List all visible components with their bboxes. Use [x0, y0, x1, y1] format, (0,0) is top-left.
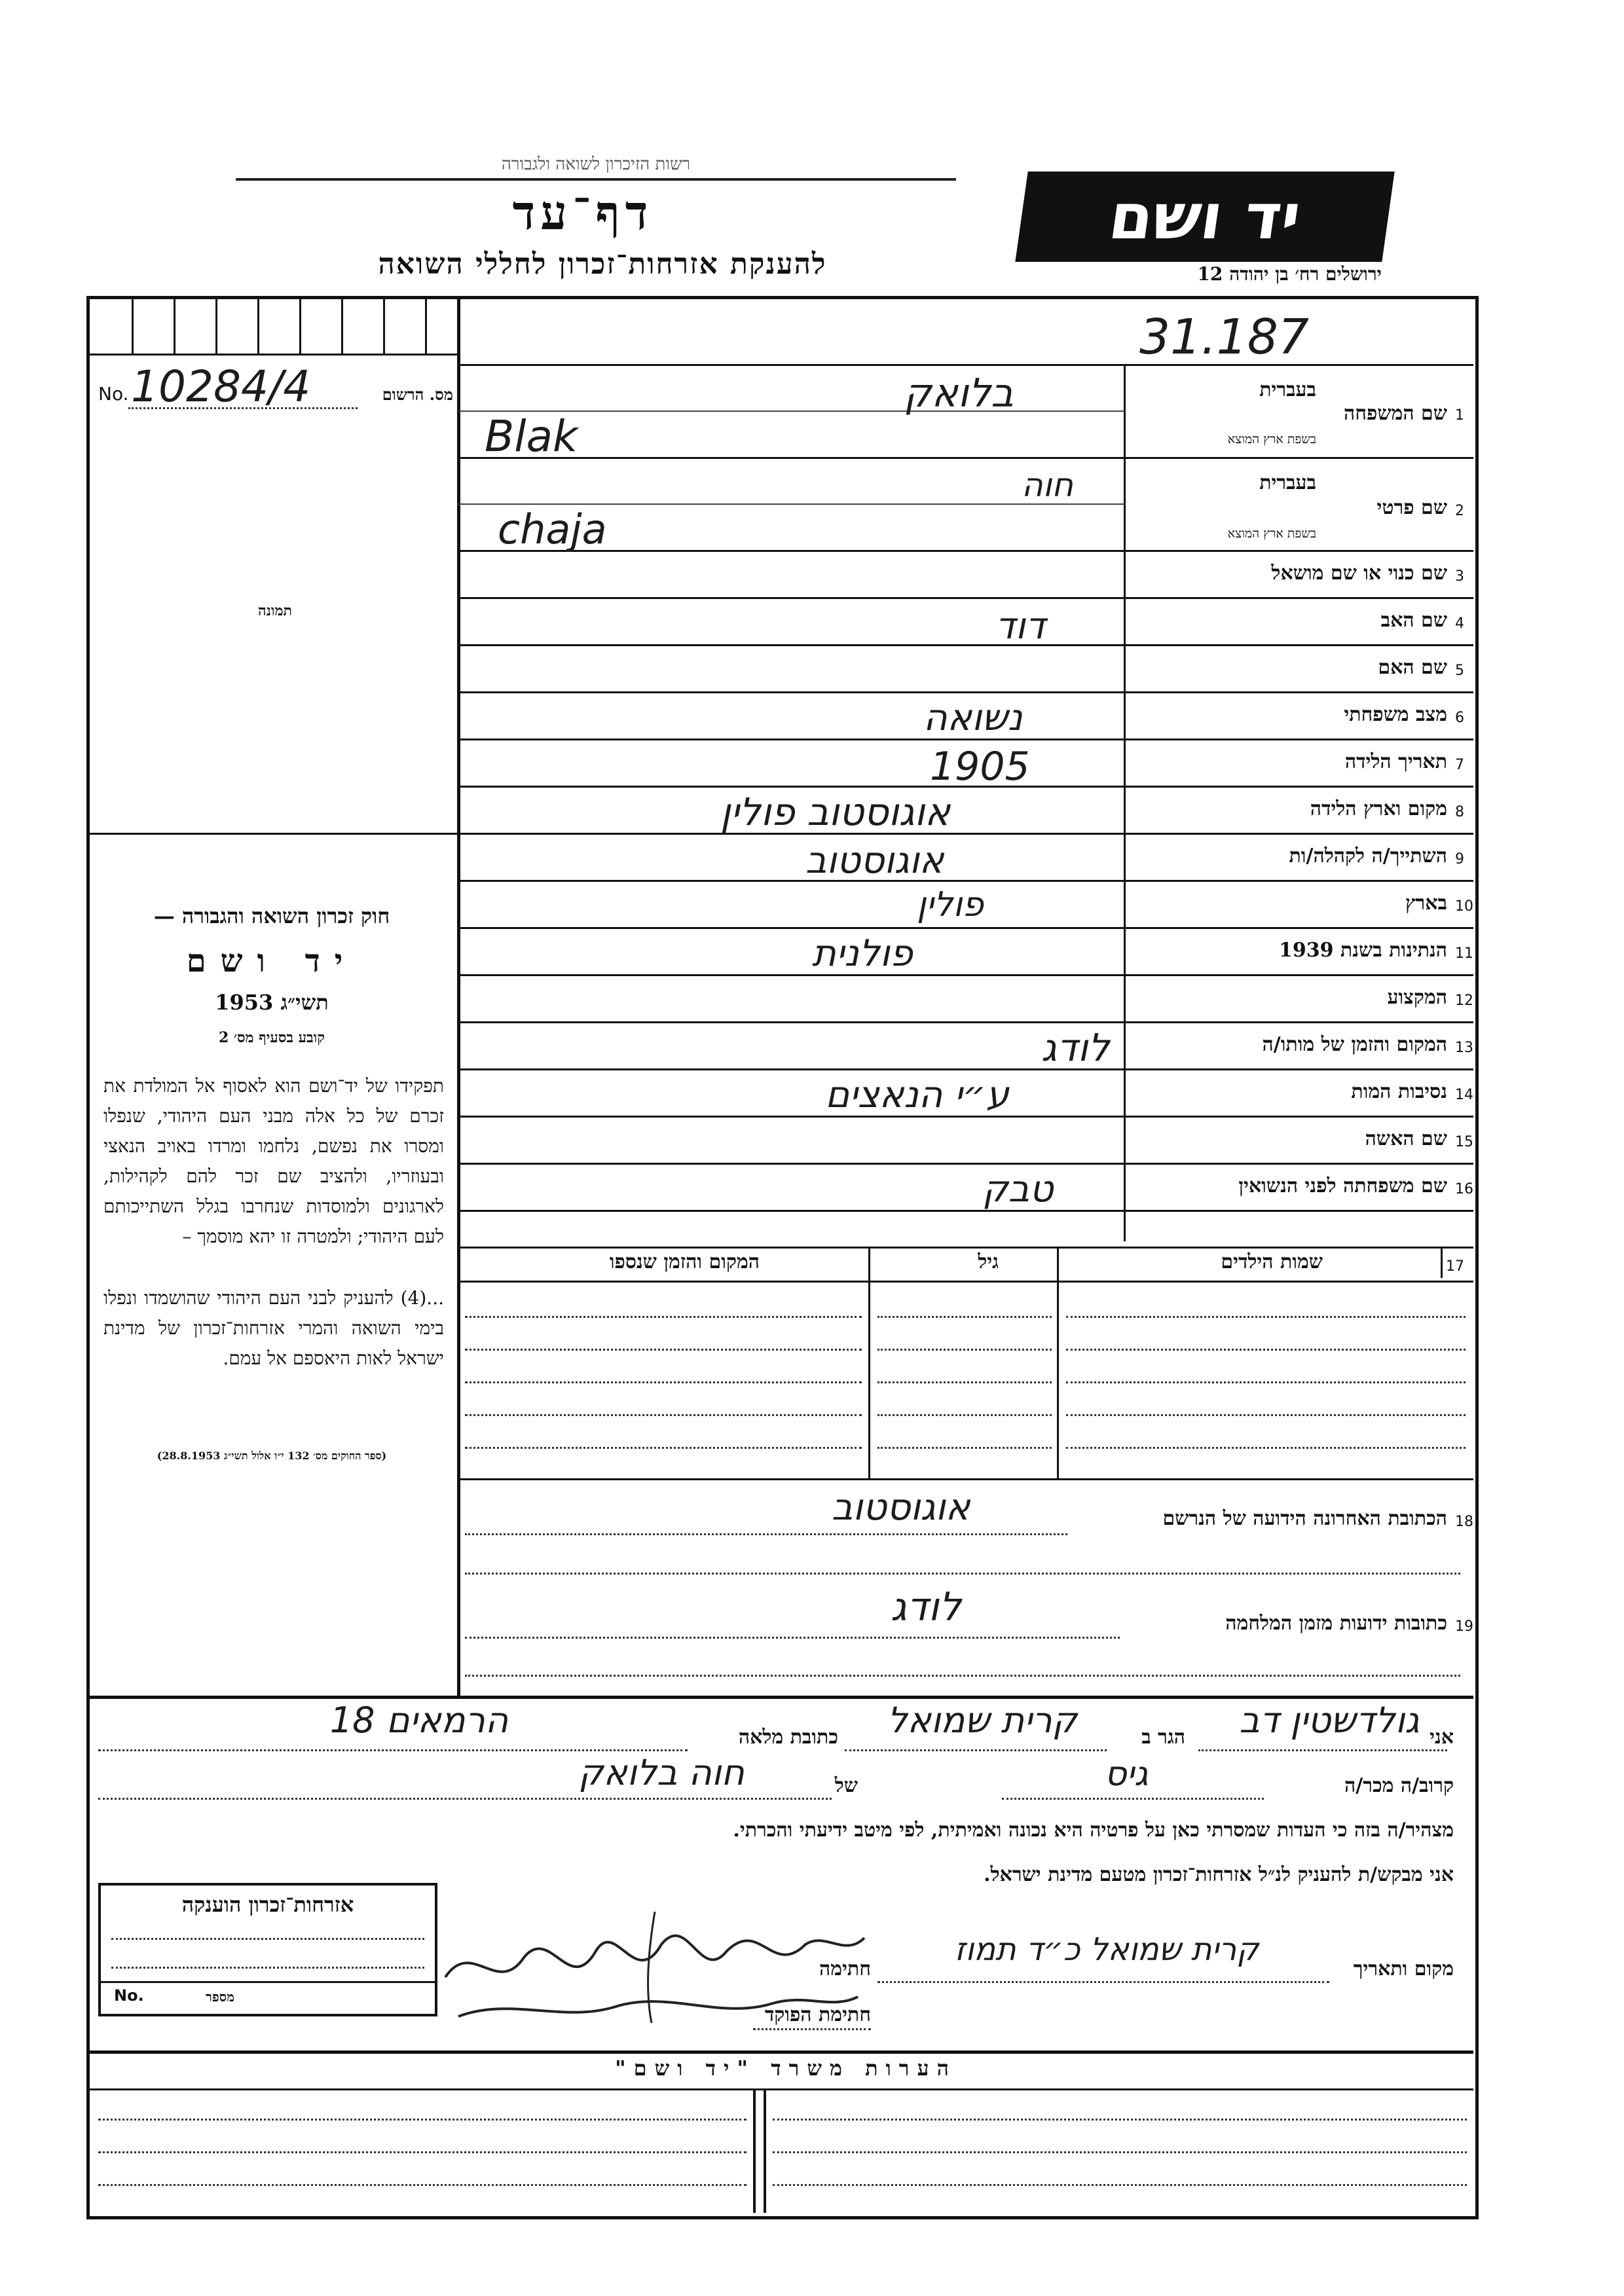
field-9-number: 9	[1455, 851, 1464, 867]
field-1-sub-hebrew: בעברית	[1259, 378, 1316, 401]
field-18-label: הכתובת האחרונה הידועה של הנרשם	[1162, 1507, 1447, 1530]
field-3-label: שם כנוי או שם מושאל	[1271, 562, 1447, 585]
officer-signature-label: חתימת הפוקד	[764, 2003, 871, 2026]
field-6-value: נשואה	[923, 697, 1023, 739]
decl-city: קרית שמואל	[887, 1700, 1077, 1741]
field-14-value: ע״י הנאצים	[825, 1074, 1009, 1116]
field-15-label: שם האשה	[1365, 1127, 1447, 1150]
field-10-value: פולין	[917, 885, 984, 924]
field-1-label: שם המשפחה	[1343, 402, 1447, 425]
field-1-value-latin: Blak	[485, 411, 578, 462]
form-title: דף־עד	[512, 185, 654, 240]
field-17-number: 17	[1446, 1258, 1464, 1275]
field-13-label: המקום והזמן של מותו/ה	[1262, 1033, 1447, 1056]
field-18-value: אוגוסטוב	[832, 1486, 970, 1529]
field-5-label: שם האם	[1378, 656, 1447, 679]
children-col-place: המקום והזמן שנספו	[609, 1250, 760, 1273]
law-title: חוק זכרון השואה והגבורה —	[153, 903, 390, 928]
field-2-value-hebrew: חוה	[1022, 466, 1073, 504]
field-13-number: 13	[1455, 1040, 1473, 1056]
field-12-label: המקצוע	[1387, 986, 1447, 1009]
address: ירושלים רח׳ בן יהודה 12	[1197, 263, 1382, 285]
top-boxes	[90, 296, 457, 354]
yad-vashem-logo: יד ושם	[1015, 172, 1394, 262]
field-4-value: דוד	[995, 605, 1046, 647]
registration-no-label: No.	[98, 383, 129, 405]
field-1-value-hebrew: בלואק	[904, 371, 1014, 416]
law-clause: קובע בסעיף מס׳ 2	[218, 1029, 325, 1046]
field-6-number: 6	[1455, 710, 1464, 726]
field-5-number: 5	[1455, 663, 1464, 679]
stamp-number-label: מספר	[206, 1989, 234, 2005]
office-notes-title: הערות משרד "יד ושם"	[614, 2056, 957, 2081]
field-15-number: 15	[1455, 1134, 1473, 1150]
field-2-value-latin: chaja	[498, 505, 607, 553]
decl-signature-label: חתימה	[819, 1958, 871, 1980]
registration-label: מס. הרשום	[382, 385, 453, 404]
field-9-label: השתייך/ה לקהלה/ות	[1289, 845, 1447, 867]
field-7-number: 7	[1455, 757, 1464, 773]
field-19-value: לודג	[891, 1584, 961, 1630]
decl-deceased: חוה בלואק	[578, 1752, 745, 1793]
photo-label: תמונה	[258, 602, 292, 619]
decl-relation: גיס	[1104, 1755, 1149, 1794]
field-18-number: 18	[1455, 1514, 1473, 1530]
field-6-label: מצב משפחתי	[1344, 703, 1447, 726]
field-2-label: שם פרטי	[1376, 496, 1447, 519]
decl-address-label: כתובת מלאה	[738, 1726, 838, 1749]
field-14-number: 14	[1455, 1087, 1473, 1103]
field-7-value: 1905	[930, 744, 1030, 790]
reference-number: 31.187	[1139, 309, 1309, 365]
decl-statement-2: אני מבקש/ת להעניק לנ״ל אזרחות־זכרון מטעם מדינת ישראל.	[984, 1863, 1454, 1886]
field-8-value: אוגוסטוב פולין	[720, 790, 951, 834]
field-14-label: נסיבות המות	[1351, 1080, 1447, 1103]
children-col-names: שמות הילדים	[1221, 1250, 1323, 1273]
field-19-number: 19	[1455, 1618, 1473, 1635]
field-2-sub-hebrew: בעברית	[1259, 471, 1316, 494]
decl-ani: אני	[1430, 1726, 1454, 1749]
field-8-number: 8	[1455, 804, 1464, 820]
law-paragraph-2: ...(4) להעניק לבני העם היהודי שהושמדו ונפלו בימי השואה והמרי אזרחות־זכרון של מדינת ישראל לאות היאספם אל עמם.	[103, 1287, 444, 1369]
law-paragraph-1: תפקידו של יד־ושם הוא לאסוף אל המולדת את זכרם של כל אלה מבני העם היהודי, שנפלו ומסרו את נפשם, נלחמו ומרדו באויב הנאצי ובעוזריו, ולהציב שם זכר להם לקהילות, לארגונים ולמוסדות שנחרבו בגלל השתייכותם לעם היהודי; ולמטרה זו יהא מוסמך –	[103, 1075, 444, 1247]
field-11-number: 11	[1455, 945, 1473, 962]
citizenship-stamp-box	[98, 1883, 437, 2016]
field-10-label: בארץ	[1405, 892, 1447, 915]
field-7-label: תאריך הלידה	[1344, 750, 1447, 773]
field-11-label: הנתינות בשנת 1939	[1278, 939, 1447, 962]
decl-name: גולדשטין דב	[1239, 1700, 1420, 1741]
decl-street: הרמאים 18	[329, 1700, 509, 1741]
decl-place-date-label: מקום ותאריך	[1353, 1958, 1454, 1980]
decl-relative-label: קרוב/ה מכר/ה	[1344, 1774, 1454, 1797]
registration-number: 10284/4	[131, 361, 311, 412]
field-1-sub-origin: בשפת ארץ המוצא	[1227, 432, 1316, 446]
decl-hagar: הגר ב	[1141, 1726, 1185, 1749]
form-subtitle: להענקת אזרחות־זכרון לחללי השואה	[378, 247, 827, 281]
field-4-number: 4	[1455, 615, 1464, 632]
field-9-value: אוגוסטוב	[805, 839, 944, 882]
decl-place-date: קרית שמואל כ״ד תמוז	[954, 1931, 1259, 1968]
field-11-value: פולנית	[812, 932, 913, 975]
field-1-number: 1	[1455, 407, 1464, 424]
decl-of: של	[834, 1774, 858, 1797]
decl-statement-1: מצהיר/ה בזה כי העדות שמסרתי כאן על פרטיה היא נכונה ואמיתית, לפי מיטב ידיעתי והכרתי.	[733, 1819, 1454, 1842]
stamp-no-label: No.	[114, 1986, 144, 2005]
field-4-label: שם האב	[1380, 609, 1447, 632]
law-year: תשי״ג 1953	[215, 990, 329, 1015]
field-3-number: 3	[1455, 568, 1464, 585]
field-2-sub-origin: בשפת ארץ המוצא	[1227, 526, 1316, 541]
law-citation: (ספר החוקים מס׳ 132 י״ו אלול תשי״ג 28.8.1953)	[157, 1449, 387, 1462]
children-col-age: גיל	[978, 1250, 999, 1273]
field-16-value: טבק	[982, 1168, 1054, 1211]
stamp-title: אזרחות־זכרון הוענקה	[181, 1892, 354, 1917]
field-19-label: כתובות ידועות מזמן המלחמה	[1225, 1612, 1447, 1635]
field-2-number: 2	[1455, 503, 1464, 519]
field-16-label: שם משפחתה לפני הנשואין	[1238, 1175, 1447, 1197]
field-13-value: לודג	[1041, 1025, 1110, 1070]
field-10-number: 10	[1455, 898, 1473, 915]
field-16-number: 16	[1455, 1181, 1473, 1197]
field-8-label: מקום וארץ הלידה	[1310, 797, 1447, 820]
law-name: יד ושם	[186, 943, 358, 979]
top-strip: רשות הזיכרון לשואה ולגבורה	[236, 155, 956, 181]
field-12-number: 12	[1455, 993, 1473, 1009]
